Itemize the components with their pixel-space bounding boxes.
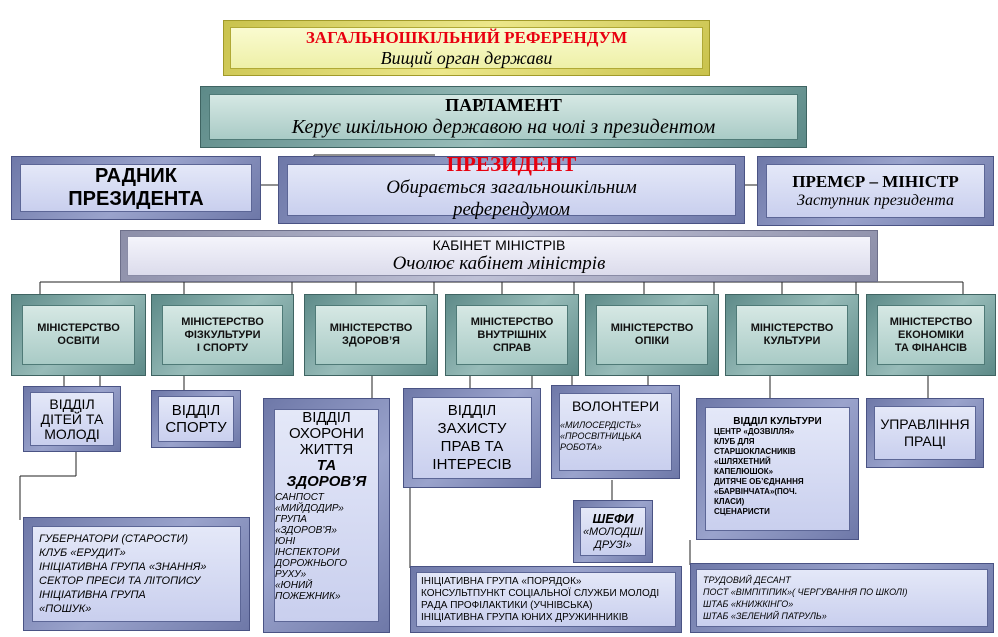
health-item: РУХУ» [275,569,307,580]
ministry-line: МІНІСТЕРСТВО [470,315,554,328]
ministry-line: МІНІСТЕРСТВО [181,315,264,328]
dept-line: СПОРТУ [165,419,227,436]
labor-item: ШТАБ «КНИЖКІНГО» [703,599,794,609]
dept-line: МОЛОДІ [44,425,100,442]
culture-title: ВІДДІЛ КУЛЬТУРИ [733,416,822,427]
ministry-line: ФІЗКУЛЬТУРИ [184,328,261,341]
dept-line: ДІТЕЙ ТА [40,410,104,427]
cabinet-box [120,230,878,282]
volunteers-title: ВОЛОНТЕРИ [571,398,660,414]
dept-rights [403,388,541,488]
dept-line: ПРАВ ТА [440,438,504,455]
order-box [410,566,682,633]
ministry-line: КУЛЬТУРИ [763,335,821,347]
health-item: ГРУПА [275,514,307,525]
culture-item: СЦЕНАРИСТИ [714,507,770,516]
dept-volunteers [551,385,680,479]
dept-line: ЗДОРОВ’Я [286,473,367,490]
labor-item: ШТАБ «ЗЕЛЕНИЙ ПАТРУЛЬ» [703,611,827,621]
president-box [278,156,745,224]
dept-line: ВІДДІЛ [49,395,95,412]
governors-box [23,517,250,631]
dept-labor [866,398,984,468]
volunteer-item: «МИЛОСЕРДІСТЬ» [560,420,642,430]
volunteer-item: РОБОТА» [560,442,602,452]
ministry-line: ВНУТРІШНІХ [477,328,547,341]
ministry-line: І СПОРТУ [196,341,249,354]
health-item: ЮНІ [275,536,296,547]
governors-item: ГУБЕРНАТОРИ (СТАРОСТИ) [39,533,188,545]
referendum-subtitle: Вищий орган держави [380,47,553,68]
ministry-line: ТА ФІНАНСІВ [894,341,968,354]
governors-item: ІНІЦІАТИВНА ГРУПА «ЗНАННЯ» [39,561,207,573]
parliament-box [200,86,807,148]
president-line1: Обирається загальношкільним [386,176,637,198]
ministry-line: ОСВІТИ [57,335,100,347]
advisor-box [11,156,261,220]
dept-line: ТА [316,457,337,474]
parliament-subtitle: Керує шкільною державою на чолі з президентом [291,116,716,138]
advisor-line2: ПРЕЗИДЕНТА [68,188,204,210]
dept-patrons [573,500,653,563]
governors-item: КЛУБ «ЕРУДИТ» [39,547,126,559]
premier-box [757,156,994,226]
culture-item: «ШЛЯХЕТНИЙ [714,457,771,466]
cabinet-title: КАБІНЕТ МІНІСТРІВ [432,237,566,253]
health-item: «ЗДОРОВ’Я» [275,525,337,536]
cabinet-subtitle: Очолює кабінет міністрів [392,253,606,274]
ministry-culture [725,294,859,376]
ministry-line: ЕКОНОМІКИ [898,328,964,341]
dept-line: ЖИТТЯ [299,441,354,458]
ministry-internal [445,294,579,376]
ministry-line: ОПІКИ [634,335,670,347]
dept-line: ІНТЕРЕСІВ [432,456,512,473]
dept-line: УПРАВЛІННЯ [880,416,970,432]
president-line2: референдумом [452,198,571,220]
ministry-line: СПРАВ [492,341,532,354]
order-item: ІНІЦІАТИВНА ГРУПА «ПОРЯДОК» [421,575,582,587]
governors-item: СЕКТОР ПРЕСИ ТА ЛІТОПИСУ [39,575,201,587]
dept-line: ВІДДІЛ [171,402,221,419]
order-item: ІНІЦІАТИВНА ГРУПА ЮНИХ ДРУЖИННИКІВ [421,611,629,623]
parliament-title: ПАРЛАМЕНТ [445,95,562,115]
dept-culture [696,398,859,540]
dept-line: ВІДДІЛ [447,402,497,419]
volunteer-item: «ПРОСВІТНИЦЬКА [560,431,642,441]
ministry-line: ЗДОРОВ’Я [342,335,400,347]
culture-item: ЦЕНТР «ДОЗВІЛЛЯ» [714,427,795,436]
ministry-education [11,294,146,376]
labor-item: ПОСТ «ВІМПІТІПИК»( ЧЕРГУВАННЯ ПО ШКОЛІ) [703,587,908,597]
ministry-sport [151,294,294,376]
advisor-line1: РАДНИК [94,165,178,187]
health-item: ДОРОЖНЬОГО [275,558,348,569]
dept-line: ВІДДІЛ [302,409,351,426]
ministry-health [304,294,438,376]
ministry-line: МІНІСТЕРСТВО [329,322,413,334]
dept-sport [151,390,241,448]
referendum-box [223,20,710,76]
ministry-line: МІНІСТЕРСТВО [889,315,973,328]
patrons-title: ШЕФИ [592,511,634,526]
health-item: «ЮНИЙ [275,580,313,591]
culture-item: КЛАСИ) [714,497,745,506]
ministry-line: МІНІСТЕРСТВО [37,322,120,334]
labor-item: ТРУДОВИЙ ДЕСАНТ [703,575,791,585]
culture-item: КАПЕЛЮШОК» [714,467,774,476]
ministry-care [585,294,719,376]
health-item: ІНСПЕКТОРИ [275,547,340,558]
dept-youth [23,386,121,452]
health-item: САНПОСТ [275,492,324,503]
ministry-economy [866,294,996,376]
culture-item: СТАРШОКЛАСНИКІВ [714,447,796,456]
dept-line: ПРАЦІ [903,433,947,449]
ministry-line: МІНІСТЕРСТВО [610,322,694,334]
culture-item: КЛУБ ДЛЯ [714,437,755,446]
dept-line: ОХОРОНИ [288,425,365,442]
dept-health [263,398,390,633]
patrons-line: «МОЛОДШІ [582,526,644,538]
patrons-line: ДРУЗІ» [594,539,632,551]
referendum-title: ЗАГАЛЬНОШКІЛЬНИЙ РЕФЕРЕНДУМ [305,27,628,47]
culture-item: «БАРВІНЧАТА»(ПОЧ. [714,487,797,496]
ministry-line: МІНІСТЕРСТВО [750,322,834,334]
premier-subtitle: Заступник президента [797,192,954,209]
culture-item: ДИТЯЧЕ ОБ’ЄДНАННЯ [714,477,804,486]
president-title: ПРЕЗИДЕНТ [446,156,577,176]
dept-line: ЗАХИСТУ [437,420,507,437]
order-item: КОНСУЛЬТПУНКТ СОЦІАЛЬНОЇ СЛУЖБИ МОЛОДІ [421,587,660,599]
order-item: РАДА ПРОФІЛАКТИКИ (УЧНІВСЬКА) [421,599,593,611]
health-item: ПОЖЕЖНИК» [275,591,341,602]
governors-item: «ПОШУК» [39,603,92,615]
health-item: «МИЙДОДИР» [275,503,344,514]
governors-item: ІНІЦІАТИВНА ГРУПА [39,589,146,601]
labor-groups-box [690,563,994,633]
premier-title: ПРЕМЄР – МІНІСТР [792,172,959,191]
